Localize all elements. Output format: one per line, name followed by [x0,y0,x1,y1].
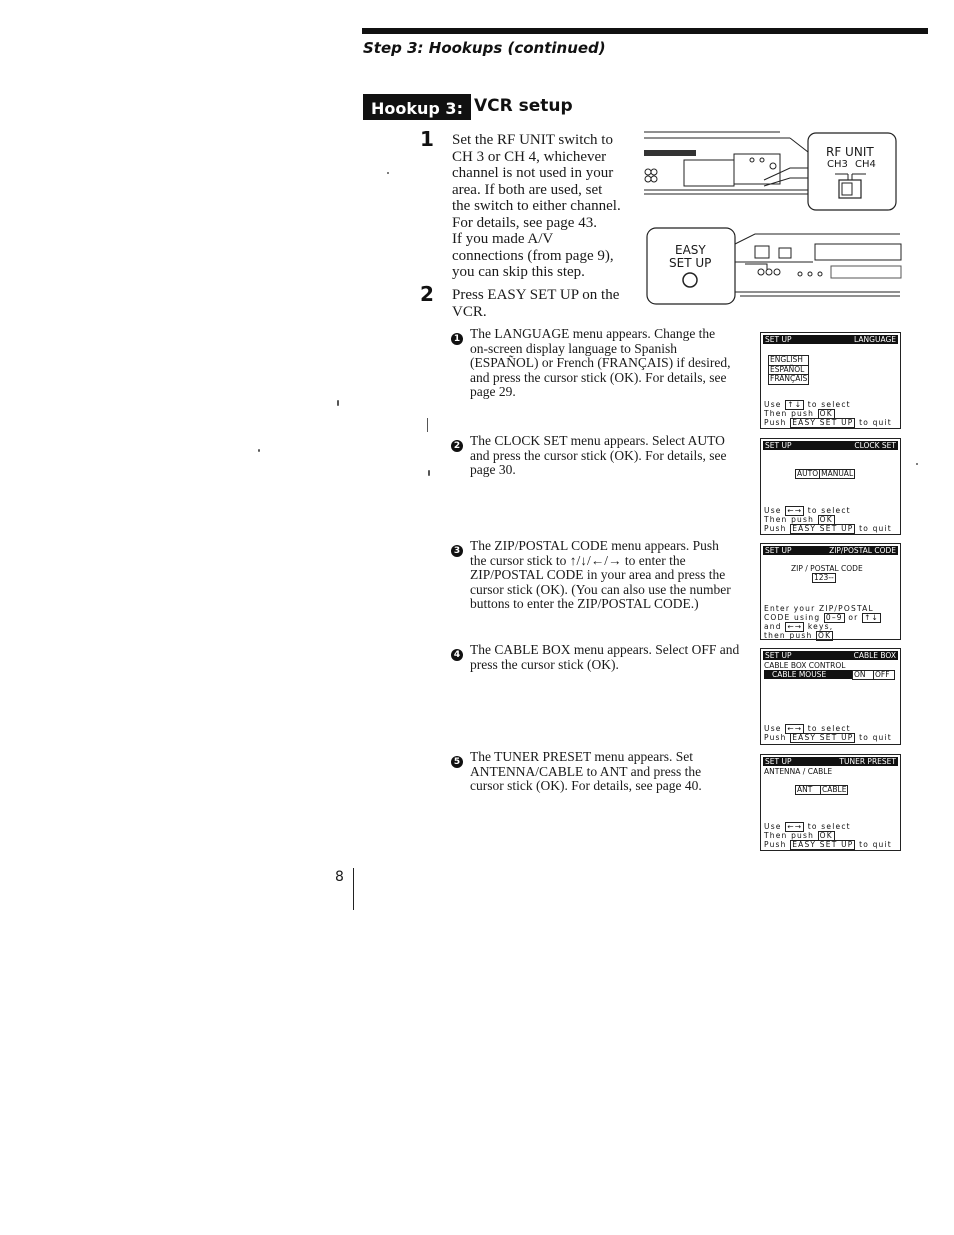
vcr-rear-illustration [640,128,902,214]
zip-instruction-1: Enter your ZIP/POSTAL [764,604,874,613]
language-option-english: ENGLISH [768,355,809,365]
zip-label: ZIP / POSTAL CODE [791,564,863,573]
substep-5-text: The TUNER PRESET menu appears. Set ANTENNA/CABLE to ANT and press the cursor stick (OK). For details, see page 40. [470,749,702,793]
osd-tuner-screen: SET UP TUNER PRESET ANTENNA / CABLE ANT CABLE Use ←→ to select Then push OK Push EASY SET UP to quit [760,754,901,851]
step-2-text: Press EASY SET UP on the VCR. [452,287,620,320]
page-number-rule [353,868,354,910]
substep-4-text: The CABLE BOX menu appears. Select OFF and press the cursor stick (OK). [470,642,740,672]
scan-speck [387,172,389,174]
cable-option-on: ON [852,670,874,680]
substep-bullet-3: 3 [451,540,463,558]
tuner-label: ANTENNA / CABLE [764,767,833,776]
scan-speck [337,400,339,406]
scan-speck [427,418,428,432]
tuner-option-ant: ANT [795,785,821,795]
page-number: 8 [335,869,344,885]
cable-option-off: OFF [874,670,895,680]
substep-bullet-5: 5 [451,751,463,769]
clock-option-auto: AUTO [797,469,819,478]
tuner-option-cable: CABLE [822,785,847,794]
zip-value: 123-- [814,573,834,582]
osd-clock-screen: SET UP CLOCK SET AUTO MANUAL Use ←→ to select Then push OK Push EASY SET UP to quit [760,438,901,535]
hookup-title: VCR setup [474,96,573,116]
substep-3-text: The ZIP/POSTAL CODE menu appears. Push the cursor stick to ↑/↓/←/→ to enter the ZIP/POSTAL CODE in your area and press the cursor stick (OK). (You can also use the number buttons to enter the ZIP/POSTAL CODE.) [470,538,731,611]
language-option-espanol: ESPAÑOL [768,365,809,375]
step-number-1: 1 [420,127,434,151]
easy-label-1: EASY [675,243,706,257]
header-rule [362,28,928,34]
substep-bullet-4: 4 [451,644,463,662]
osd-cable-screen: SET UP CABLE BOX CABLE BOX CONTROL CABLE MOUSE ON OFF Use ←→ to select Push EASY SET UP to quit [760,648,901,745]
substep-bullet-2: 2 [451,435,463,453]
rf-unit-label: RF UNIT [826,145,874,159]
substep-2-text: The CLOCK SET menu appears. Select AUTO and press the cursor stick (OK). For details, see page 30. [470,433,727,477]
scan-speck [916,463,918,465]
easy-label-2: SET UP [669,256,712,270]
osd-zip-screen: SET UP ZIP/POSTAL CODE ZIP / POSTAL CODE 123-- Enter your ZIP/POSTAL CODE using 0–9 or ↑↓ and ←→ keys, then push OK [760,543,901,640]
substep-bullet-1: 1 [451,328,463,346]
osd-language-screen: SET UP LANGUAGE ENGLISH ESPAÑOL FRANÇAIS Use ↑↓ to select Then push OK Push EASY SET UP to quit [760,332,901,429]
substep-1-text: The LANGUAGE menu appears. Change the on-screen display language to Spanish (ESPAÑOL) or French (FRANÇAIS) if desired, and press the cursor stick (OK). For details, see page 29. [470,326,731,399]
hookup-badge: Hookup 3: [363,94,471,120]
cable-box-label: CABLE BOX CONTROL [764,661,846,670]
section-title: Step 3: Hookups (continued) [363,39,606,57]
step-number-2: 2 [420,282,434,306]
cable-mouse-row: CABLE MOUSE [764,670,852,679]
clock-option-manual: MANUAL [821,469,854,478]
rf-ch4-label: CH4 [855,159,876,170]
language-option-francais: FRANÇAIS [770,374,808,383]
scan-speck [258,449,260,452]
step-1-text: Set the RF UNIT switch to CH 3 or CH 4, whichever channel is not used in your area. If both are used, set the switch to either channel. For details, see page 43. If you made A/V connections (from page 9), you can skip this step. [452,132,621,280]
scan-speck [428,470,430,476]
rf-ch3-label: CH3 [827,159,848,170]
